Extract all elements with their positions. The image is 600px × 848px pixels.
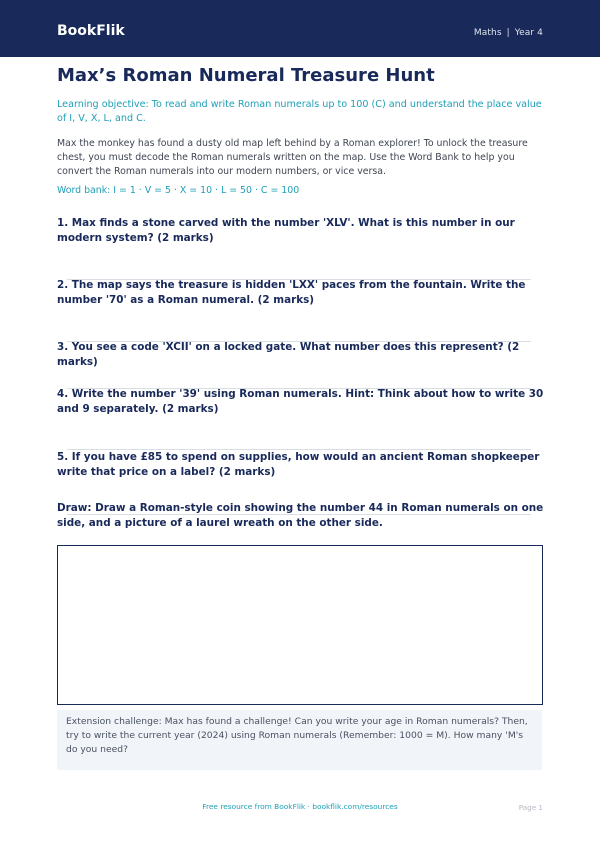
- brand-logo-text: BookFlik: [57, 23, 125, 39]
- page-title: Max’s Roman Numeral Treasure Hunt: [57, 65, 435, 86]
- footer-link[interactable]: Free resource from BookFlik · bookflik.com/resources: [202, 802, 398, 811]
- subject-label: Maths: [473, 28, 502, 38]
- intro-paragraph: Max the monkey has found a dusty old map left behind by a Roman explorer! To unlock the treasure chest, you must decode the Roman numerals written on the map. Use the Word Bank to help you convert the Roman numerals into our modern numbers, or vice versa.: [57, 138, 528, 177]
- meta-separator: |: [506, 28, 510, 38]
- draw-prompt: Draw: Draw a Roman-style coin showing the number 44 in Roman numerals on one side, and a picture of a laurel wreath on the other side.: [57, 502, 544, 529]
- question-2: 2. The map says the treasure is hidden 'LXX' paces from the fountain. Write the number '70' as a Roman numeral. (2 marks): [57, 279, 526, 306]
- question-3: 3. You see a code 'XCII' on a locked gate. What number does this represent? (2 marks): [57, 341, 520, 368]
- word-bank: Word bank: I = 1 · V = 5 · X = 10 · L = 50 · C = 100: [57, 185, 300, 196]
- drawing-area[interactable]: [57, 545, 543, 705]
- extension-challenge-text: Extension challenge: Max has found a challenge! Can you write your age in Roman numerals? Then, try to write the current year (2024) using Roman numerals (Remember: 1000 = M). How many 'M's do you need?: [66, 716, 528, 755]
- header-bar: [0, 0, 600, 57]
- extension-challenge-box: [57, 710, 542, 770]
- question-4: 4. Write the number '39' using Roman numerals. Hint: Think about how to write 30 and 9 separately. (2 marks): [57, 388, 544, 415]
- page-number: Page 1: [518, 803, 543, 812]
- year-label: Year 4: [514, 28, 543, 38]
- learning-objective: Learning objective: To read and write Roman numerals up to 100 (C) and understand the place value of I, V, X, L, and C.: [57, 99, 542, 124]
- header-meta: [474, 28, 543, 38]
- question-1: 1. Max finds a stone carved with the number 'XLV'. What is this number in our modern system? (2 marks): [57, 217, 515, 244]
- question-5: 5. If you have £85 to spend on supplies, how would an ancient Roman shopkeeper write that price on a label? (2 marks): [57, 451, 540, 478]
